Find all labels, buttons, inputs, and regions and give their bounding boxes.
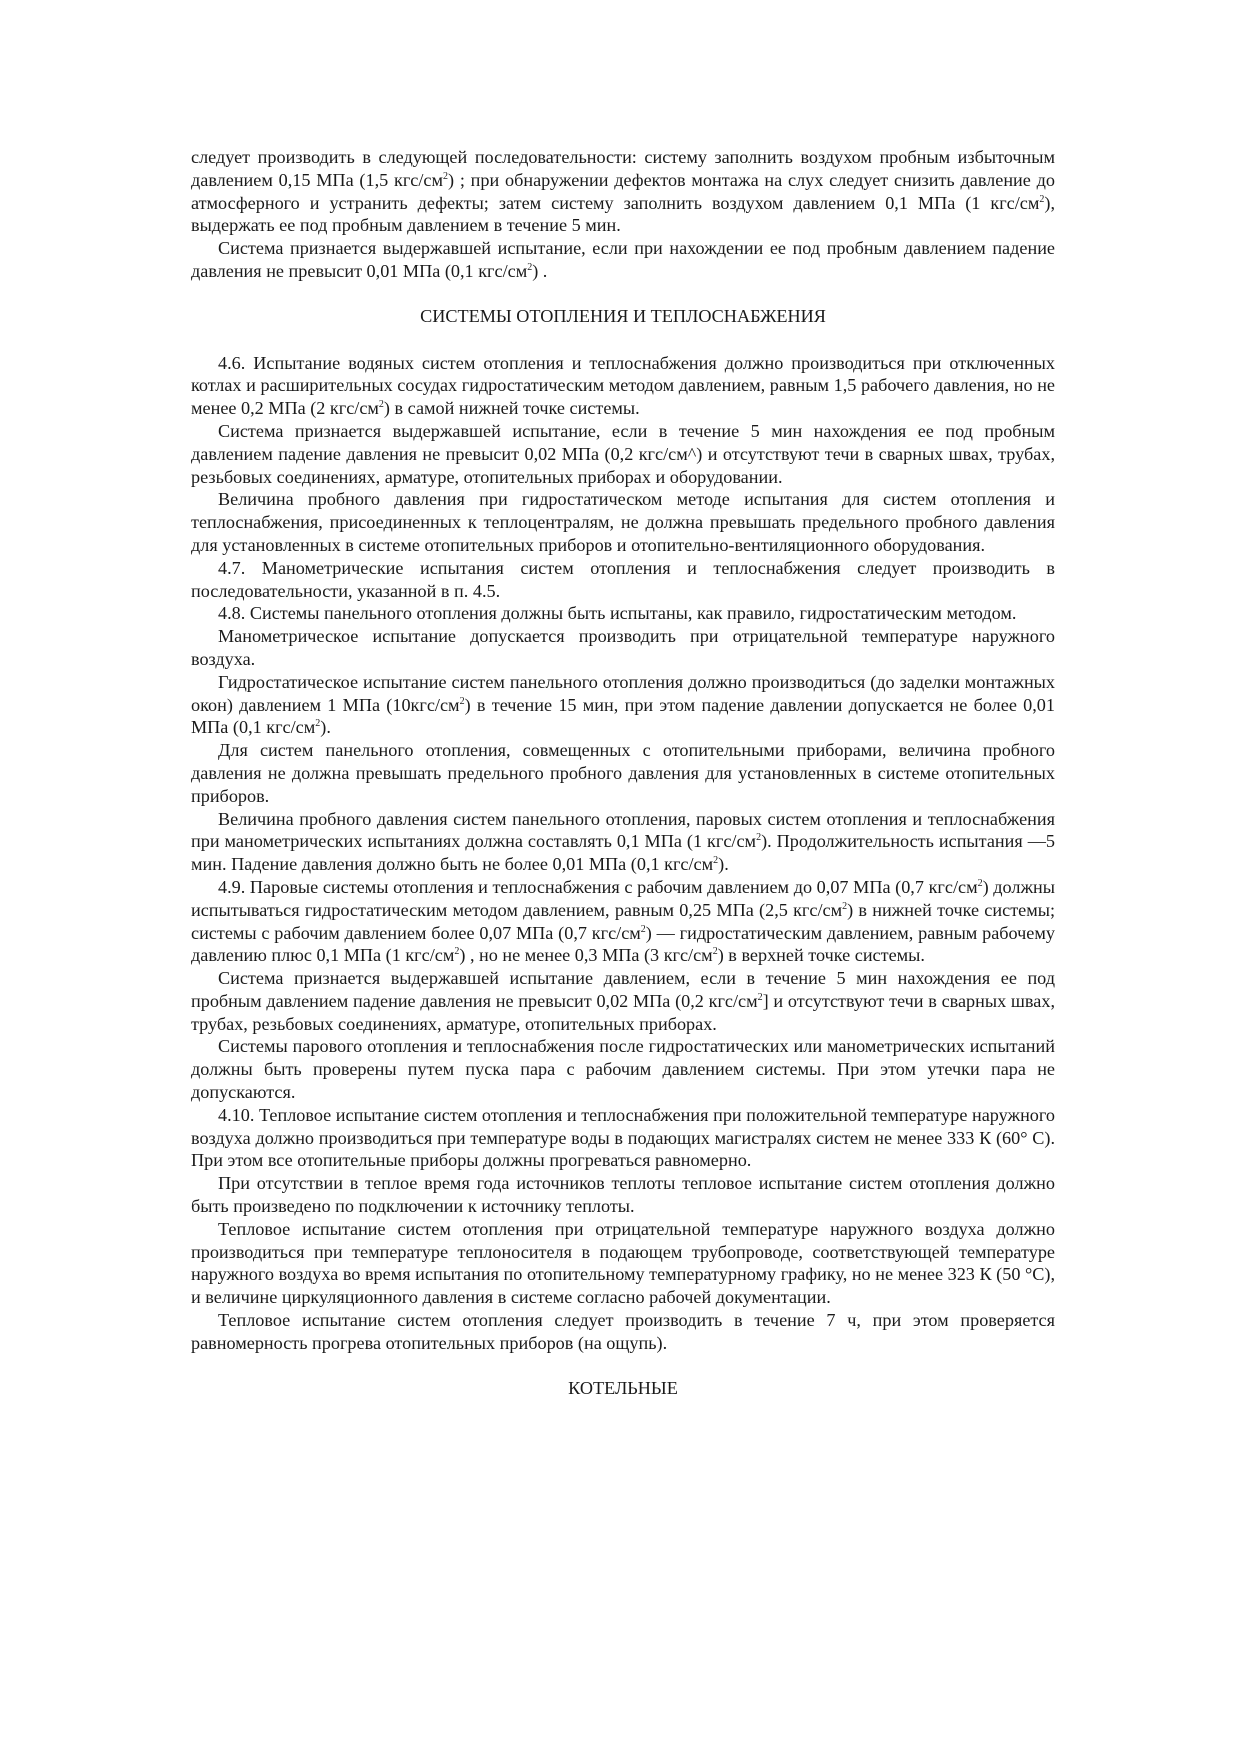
paragraph (191, 739, 1055, 807)
paragraph-text: следует производить в следующей последовательности: систему заполнить воздухом пробным избыточным давлением 0,15 МПа (1,5 кгс/см (191, 147, 1055, 190)
paragraph (191, 488, 1055, 556)
paragraph-text: ). (320, 717, 331, 738)
superscript: 2 (757, 991, 763, 1003)
superscript: 2 (315, 718, 321, 730)
paragraph-text: ] и отсутствуют течи в сварных швах, трубах, резьбовых соединениях, арматуре, отопительных приборах. (191, 990, 1055, 1034)
paragraph-text: 4.8. Системы панельного отопления должны быть испытаны, как правило, гидростатическим методом. (218, 603, 1017, 624)
paragraph-text: 4.9. Паровые системы отопления и теплоснабжения с рабочим давлением до 0,07 МПа (0,7 кгс/см (218, 876, 978, 897)
paragraph-text: ) — гидростатическим давлением, равным рабочему давлению плюс 0,1 МПа (1 кгс/см (191, 922, 1055, 966)
section-heading-heating: СИСТЕМЫ ОТОПЛЕНИЯ И ТЕПЛОСНАБЖЕНИЯ (420, 305, 826, 326)
superscript: 2 (1039, 193, 1045, 205)
superscript: 2 (527, 261, 533, 273)
paragraph-text: Система признается выдержавшей испытание давлением, если в течение 5 мин нахождения ее под пробным давлением падение давления не превысит 0,02 МПа (0,2 кгс/см (191, 968, 1055, 1011)
paragraph-text: ), выдержать ее под пробным давлением в течение 5 мин. (191, 192, 1055, 236)
document-page (191, 146, 1055, 1399)
superscript: 2 (977, 877, 983, 889)
paragraph-text: ) ; при обнаружении дефектов монтажа на слух следует снизить давление до атмосферного и устранить дефекты; затем систему заполнить воздухом давлением 0,1 МПа (1 кгс/см (191, 169, 1055, 213)
paragraph (191, 967, 1055, 1035)
intro-section (191, 146, 1055, 283)
superscript: 2 (756, 832, 762, 844)
paragraph-text: Для систем панельного отопления, совмещенных с отопительными приборами, величина пробного давления не должна превышать предельного пробного давления для установленных в системе отопительных приборов. (191, 740, 1055, 806)
paragraph-text: Тепловое испытание систем отопления при отрицательной температуре наружного воздуха должно производиться при температуре теплоносителя в подающем трубопроводе, соответствующей температуре наружного воздуха во время испытания по отопительному температурному графику, но не менее 323 К (50 °С), и величине циркуляционного давления в системе согласно рабочей документации. (191, 1218, 1055, 1308)
paragraph (191, 808, 1055, 876)
superscript: 2 (842, 900, 848, 912)
paragraph (191, 1218, 1055, 1309)
paragraph-text: Гидростатическое испытание систем панельного отопления должно производиться (до заделки монтажных окон) давлением 1 МПа (10кгс/см (191, 671, 1055, 715)
heating-section (191, 352, 1055, 1355)
paragraph-text: ). (718, 854, 729, 875)
paragraph (191, 237, 1055, 283)
paragraph-text: 4.6. Испытание водяных систем отопления и теплоснабжения должно производиться при отключенных котлах и расширительных сосудах гидростатическим методом давлением, равным 1,5 рабочего давления, но не менее 0,2 МПа (2 кгс/см (191, 352, 1055, 419)
paragraph-text: ) , но не менее 0,3 МПа (3 кгс/см (459, 945, 713, 966)
paragraph (191, 1172, 1055, 1218)
paragraph (191, 1309, 1055, 1355)
superscript: 2 (378, 399, 384, 411)
paragraph (191, 352, 1055, 420)
paragraph-text: 4.10. Тепловое испытание систем отопления и теплоснабжения при положительной температуре наружного воздуха должно производиться при температуре воды в подающих магистралях систем не менее 333 К (60° С). При этом все отопительные приборы должны прогреваться равномерно. (191, 1104, 1055, 1171)
paragraph-text: Системы парового отопления и теплоснабжения после гидростатических или манометрических испытаний должны быть проверены путем пуска пара с рабочим давлением системы. При этом утечки пара не допускаются. (191, 1036, 1055, 1103)
paragraph (191, 876, 1055, 967)
paragraph (191, 625, 1055, 671)
paragraph-text: ) в течение 15 мин, при этом падение давлении допускается не более 0,01 МПа (0,1 кгс/см (191, 694, 1055, 738)
paragraph-text: Величина пробного давления систем панельного отопления, паровых систем отопления и теплоснабжения при манометрических испытаниях должна составлять 0,1 МПа (1 кгс/см (191, 808, 1055, 852)
paragraph-text: При отсутствии в теплое время года источников теплоты тепловое испытание систем отопления должно быть произведено по подключении к источнику теплоты. (191, 1173, 1055, 1217)
paragraph-text: Система признается выдержавшей испытание, если при нахождении ее под пробным давлением падение давления не превысит 0,01 МПа (0,1 кгс/см (191, 238, 1055, 281)
superscript: 2 (443, 170, 448, 182)
paragraph-text: ). Продолжительность испытания —5 мин. Падение давления должно быть не более 0,01 МПа (0,1 кгс/см (191, 831, 1055, 875)
paragraph-text: Манометрическое испытание допускается производить при отрицательной температуре наружного воздуха. (191, 626, 1055, 669)
paragraph-text: ) в нижней точке системы; системы с рабочим давлением более 0,07 МПа (0,7 кгс/см (191, 899, 1055, 943)
paragraph (191, 557, 1055, 603)
paragraph (191, 1035, 1055, 1103)
superscript: 2 (640, 923, 646, 935)
superscript: 2 (454, 946, 460, 958)
paragraph (191, 1104, 1055, 1172)
superscript: 2 (713, 855, 719, 867)
section-heading-boilers: КОТЕЛЬНЫЕ (568, 1377, 678, 1398)
paragraph (191, 420, 1055, 488)
superscript: 2 (712, 946, 718, 958)
paragraph-text: 4.7. Манометрические испытания систем отопления и теплоснабжения следует производить в последовательности, указанной в п. 4.5. (191, 557, 1055, 601)
paragraph (191, 602, 1055, 625)
paragraph-text: ) в верхней точке системы. (717, 945, 925, 966)
paragraph-text: ) должны испытываться гидростатическим методом давлением, равным 0,25 МПа (2,5 кгс/см (191, 876, 1055, 920)
superscript: 2 (459, 695, 465, 707)
paragraph (191, 671, 1055, 739)
paragraph-text: ) . (532, 260, 548, 281)
paragraph (191, 146, 1055, 237)
paragraph-text: Тепловое испытание систем отопления следует производить в течение 7 ч, при этом проверяется равномерность прогрева отопительных приборов (на ощупь). (191, 1310, 1055, 1353)
paragraph-text: ) в самой нижней точке системы. (383, 398, 640, 419)
paragraph-text: Величина пробного давления при гидростатическом методе испытания для систем отопления и теплоснабжения, присоединенных к теплоцентралям, не должна превышать предельного пробного давления для установленных в системе отопительных приборов и отопительно-вентиляционного оборудования. (191, 489, 1055, 555)
paragraph-text: Система признается выдержавшей испытание, если в течение 5 мин нахождения ее под пробным давлением падение давления не превысит 0,02 МПа (0,2 кгс/см^) и отсутствуют течи в сварных швах, трубах, резьбовых соединениях, арматуре, отопительных приборах и оборудовании. (191, 420, 1055, 487)
